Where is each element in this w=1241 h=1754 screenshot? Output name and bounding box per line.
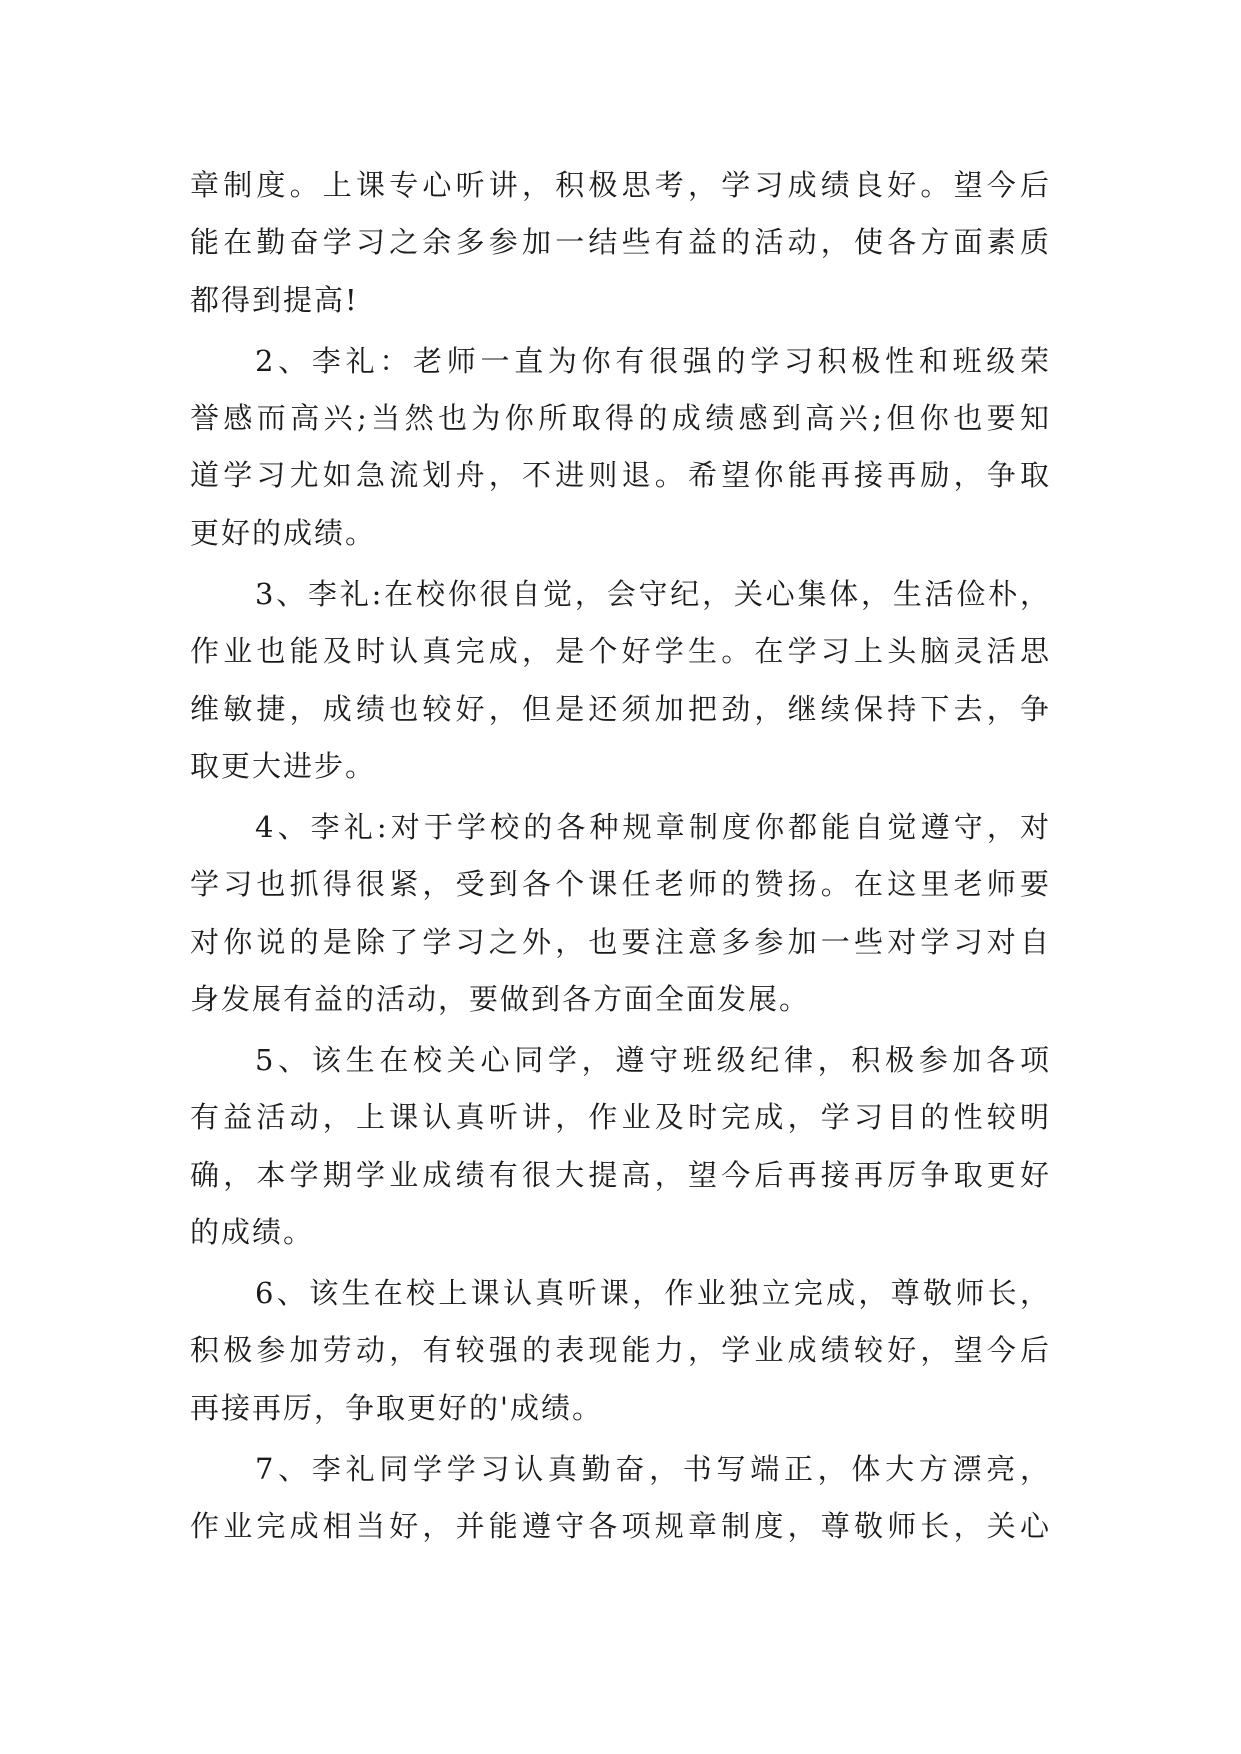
text-line: 身发展有益的活动，要做到各方面全面发展。 [190,981,811,1016]
paragraph [190,1032,1051,1262]
text-line: 积极参加劳动，有较强的表现能力，学业成绩较好，望今后 [190,1333,1051,1368]
text-line: 取更大进步。 [190,748,377,783]
text-line: 4、李礼:对于学校的各种规章制度你都能自觉遵守，对 [255,809,1051,844]
text-line: 学习也抓得很紧，受到各个课任老师的赞扬。在这里老师要 [190,867,1051,902]
text-line: 有益活动，上课认真听讲，作业及时完成，学习目的性较明 [190,1100,1051,1135]
paragraph [190,1265,1051,1437]
paragraph [190,157,1051,329]
paragraph [190,799,1051,1029]
text-line: 的成绩。 [190,1215,315,1250]
text-line: 6、该生在校上课认真听课，作业独立完成，尊敬师长， [255,1275,1051,1310]
text-line: 能在勤奋学习之余多参加一结些有益的活动，使各方面素质 [190,225,1051,260]
text-line: 7、李礼同学学习认真勤奋，书写端正，体大方漂亮， [255,1451,1051,1486]
text-line: 作业完成相当好，并能遵守各项规章制度，尊敬师长，关心 [190,1508,1051,1543]
text-line: 道学习尤如急流划舟，不进则退。希望你能再接再励，争取 [190,458,1051,493]
text-line: 章制度。上课专心听讲，积极思考，学习成绩良好。望今后 [190,168,1051,202]
text-line: 3、李礼:在校你很自觉，会守纪，关心集体，生活俭朴， [255,576,1051,611]
text-line: 确，本学期学业成绩有很大提高，望今后再接再厉争取更好 [190,1157,1051,1192]
text-line: 都得到提高! [190,282,359,317]
text-line: 作业也能及时认真完成，是个好学生。在学习上头脑灵活思 [190,634,1051,669]
paragraph [190,333,1051,563]
paragraph [190,566,1051,796]
text-line: 更好的成绩。 [190,515,377,550]
text-line: 2、李礼：老师一直为你有很强的学习积极性和班级荣 [255,343,1051,378]
text-line: 对你说的是除了学习之外，也要注意多参加一些对学习对自 [190,924,1051,959]
text-line: 5、该生在校关心同学，遵守班级纪律，积极参加各项 [255,1042,1051,1077]
text-line: 再接再厉，争取更好的'成绩。 [190,1390,603,1425]
document-body [190,157,1051,1555]
text-line: 誉感而高兴;当然也为你所取得的成绩感到高兴;但你也要知 [190,401,1051,436]
paragraph [190,1441,1051,1556]
text-line: 维敏捷，成绩也较好，但是还须加把劲，继续保持下去，争 [190,691,1051,726]
